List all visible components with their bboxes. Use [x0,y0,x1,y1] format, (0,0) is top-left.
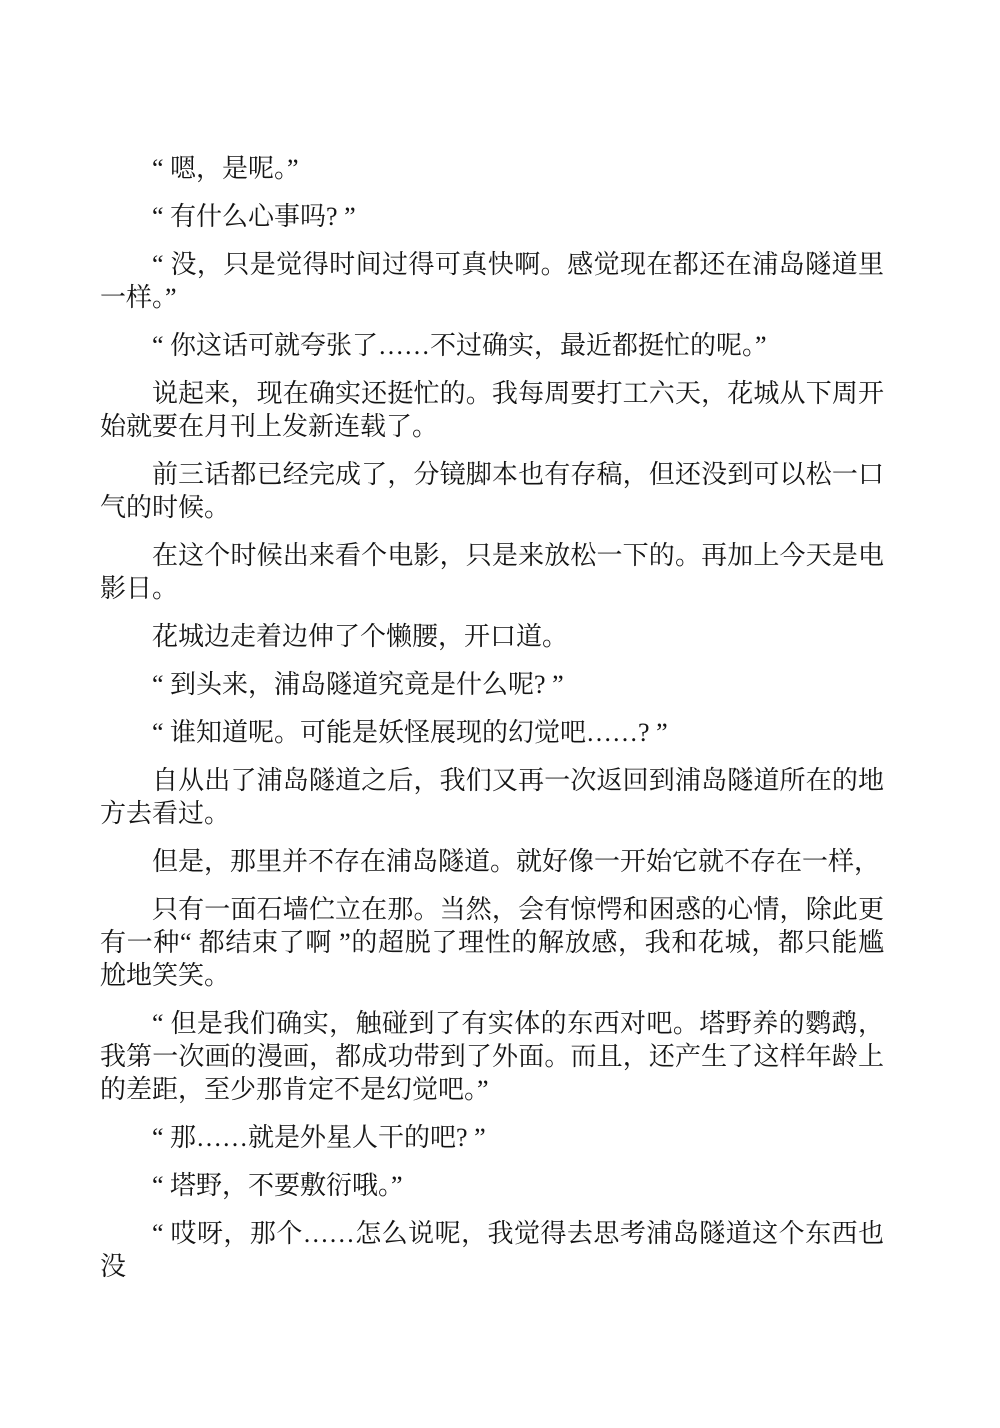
page-text [100,152,884,1283]
paragraph: “ 嗯，是呢。” [152,154,299,183]
paragraph: “ 有什么心事吗? ” [152,202,356,231]
paragraph: “ 到头来，浦岛隧道究竟是什么呢? ” [152,670,564,699]
paragraph: “ 塔野，不要敷衍哦。” [152,1171,403,1200]
paragraph: “ 哎呀，那个……怎么说呢，我觉得去思考浦岛隧道这个东西也没 [100,1219,884,1281]
paragraph: 在这个时候出来看个电影，只是来放松一下的。再加上今天是电影日。 [100,541,884,603]
paragraph: “ 谁知道呢。可能是妖怪展现的幻觉吧……? ” [152,718,668,747]
paragraph: “ 你这话可就夸张了……不过确实，最近都挺忙的呢。” [152,331,767,360]
paragraph: “ 但是我们确实，触碰到了有实体的东西对吧。塔野养的鹦鹉，我第一次画的漫画，都成功带到了外面。而且，还产生了这样年龄上的差距，至少那肯定不是幻觉吧。” [100,1009,884,1104]
paragraph: 花城边走着边伸了个懒腰，开口道。 [152,622,569,651]
paragraph: 前三话都已经完成了，分镜脚本也有存稿，但还没到可以松一口气的时候。 [100,460,884,522]
paragraph: 但是，那里并不存在浦岛隧道。就好像一开始它就不存在一样， [152,847,881,876]
paragraph: 只有一面石墙伫立在那。当然，会有惊愕和困惑的心情，除此更有一种“ 都结束了啊 ”的超脱了理性的解放感，我和花城，都只能尴尬地笑笑。 [100,895,884,990]
paragraph: 说起来，现在确实还挺忙的。我每周要打工六天，花城从下周开始就要在月刊上发新连载了。 [100,379,884,441]
paragraph: 自从出了浦岛隧道之后，我们又再一次返回到浦岛隧道所在的地方去看过。 [100,766,884,828]
paragraph: “ 那……就是外星人干的吧? ” [152,1123,486,1152]
paragraph: “ 没，只是觉得时间过得可真快啊。感觉现在都还在浦岛隧道里一样。” [100,250,884,312]
